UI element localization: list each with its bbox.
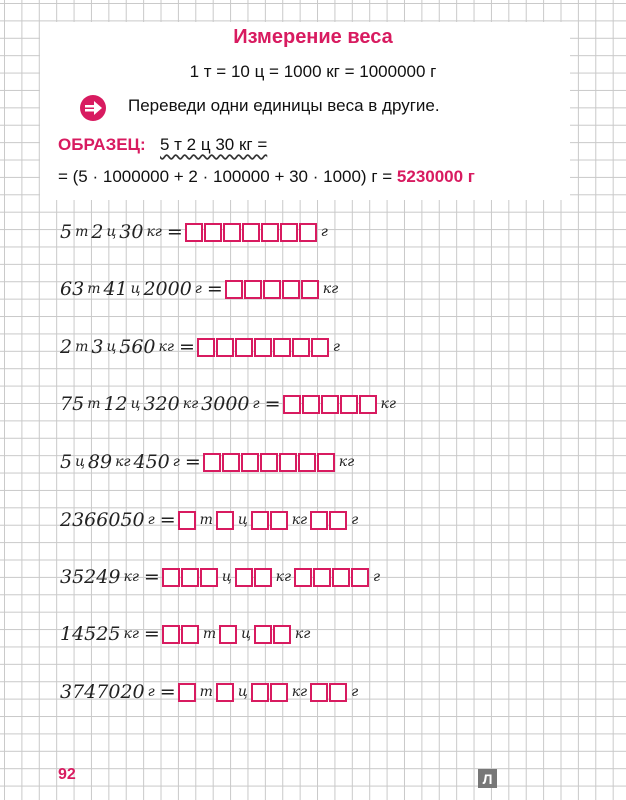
answer-cell[interactable] xyxy=(242,223,260,242)
answer-cell[interactable] xyxy=(162,568,180,587)
result-unit: кг xyxy=(338,454,355,470)
exercise-row xyxy=(60,448,357,476)
exercise-unit: ц xyxy=(106,339,117,355)
page-number: 92 xyxy=(58,766,76,783)
exercise-unit: ц xyxy=(130,281,141,297)
exercise-unit: кг xyxy=(123,626,139,642)
equals-sign: = xyxy=(166,221,183,243)
answer-cell[interactable] xyxy=(340,395,358,414)
result-unit: кг xyxy=(380,396,396,412)
answer-cells xyxy=(235,568,273,587)
answer-cell[interactable] xyxy=(313,568,331,587)
answer-cells xyxy=(178,511,197,530)
answer-cells xyxy=(162,568,219,587)
exercise-number: 3000 xyxy=(201,393,250,415)
answer-cell[interactable] xyxy=(251,683,269,702)
answer-cell[interactable] xyxy=(311,338,329,357)
answer-cell[interactable] xyxy=(181,625,199,644)
exercise-number: 30 xyxy=(119,221,144,243)
exercise-number: 2000 xyxy=(143,278,192,300)
answer-cells xyxy=(283,395,378,414)
answer-cell[interactable] xyxy=(273,625,291,644)
exercise-unit: г xyxy=(147,512,155,528)
exercise-number: 41 xyxy=(103,278,128,300)
exercise-number: 12 xyxy=(103,393,128,415)
answer-cell[interactable] xyxy=(178,683,196,702)
exercise-number: 450 xyxy=(133,451,170,473)
unit-formula: 1 т = 10 ц = 1000 кг = 1000000 г xyxy=(189,62,437,81)
answer-cell[interactable] xyxy=(219,625,237,644)
exercise-number: 75 xyxy=(60,393,85,415)
answer-cells xyxy=(216,511,235,530)
answer-cells xyxy=(178,683,197,702)
result-unit: г xyxy=(332,339,340,355)
answer-cells xyxy=(254,625,292,644)
answer-cell[interactable] xyxy=(197,338,215,357)
answer-cell[interactable] xyxy=(254,625,272,644)
answer-cells xyxy=(216,683,235,702)
answer-cell[interactable] xyxy=(317,453,335,472)
answer-cell[interactable] xyxy=(241,453,259,472)
answer-cell[interactable] xyxy=(359,395,377,414)
answer-cell[interactable] xyxy=(216,338,234,357)
answer-cell[interactable] xyxy=(329,683,347,702)
exercise-number: 2 xyxy=(91,221,104,243)
exercise-number: 320 xyxy=(143,393,180,415)
answer-cell[interactable] xyxy=(254,338,272,357)
exercise-row xyxy=(60,678,361,706)
sample-solution-text: = (5 · 1000000 + 2 · 100000 + 30 · 1000) г = xyxy=(58,167,393,186)
exercise-number: 3747020 xyxy=(60,681,145,703)
answer-cells xyxy=(225,280,320,299)
answer-cells xyxy=(185,223,318,242)
result-unit: кг xyxy=(322,281,339,297)
answer-cell[interactable] xyxy=(200,568,218,587)
exercise-number: 560 xyxy=(119,336,156,358)
exercise-unit: т xyxy=(75,224,89,240)
answer-cell[interactable] xyxy=(280,223,298,242)
answer-cells xyxy=(197,338,330,357)
answer-cells xyxy=(251,683,289,702)
answer-cell[interactable] xyxy=(292,338,310,357)
page-title: Измерение веса xyxy=(233,26,393,48)
answer-cells xyxy=(310,511,348,530)
publisher-logo: Л xyxy=(478,769,497,788)
answer-cell[interactable] xyxy=(244,280,262,299)
answer-cell[interactable] xyxy=(270,511,288,530)
answer-cell[interactable] xyxy=(181,568,199,587)
equals-sign: = xyxy=(159,509,176,531)
result-unit: г xyxy=(373,569,381,585)
answer-cell[interactable] xyxy=(254,568,272,587)
answer-cell[interactable] xyxy=(310,683,328,702)
answer-cell[interactable] xyxy=(273,338,291,357)
exercise-number: 2366050 xyxy=(60,509,145,531)
exercise-unit: т xyxy=(87,281,101,297)
exercise-number: 5 xyxy=(60,221,73,243)
answer-cells xyxy=(310,683,348,702)
exercise-row xyxy=(60,620,313,648)
equals-sign: = xyxy=(143,566,160,588)
result-unit: кг xyxy=(291,512,308,528)
exercise-unit: г xyxy=(172,454,180,470)
answer-cell[interactable] xyxy=(302,395,320,414)
exercise-row xyxy=(60,506,361,534)
answer-cell[interactable] xyxy=(283,395,301,414)
answer-cell[interactable] xyxy=(263,280,281,299)
exercise-unit: т xyxy=(87,396,101,412)
exercise-number: 63 xyxy=(60,278,85,300)
answer-cell[interactable] xyxy=(351,568,369,587)
equals-sign: = xyxy=(159,681,176,703)
result-unit: т xyxy=(199,684,213,700)
sample-label: ОБРАЗЕЦ: xyxy=(58,135,146,154)
answer-cell[interactable] xyxy=(282,280,300,299)
exercise-row xyxy=(60,275,341,303)
answer-cell[interactable] xyxy=(329,511,347,530)
answer-cell[interactable] xyxy=(235,568,253,587)
answer-cell[interactable] xyxy=(332,568,350,587)
sample-expression-text: 5 т 2 ц 30 кг = xyxy=(160,135,268,154)
answer-cells xyxy=(294,568,370,587)
answer-cell[interactable] xyxy=(270,683,288,702)
exercise-unit: ц xyxy=(106,224,117,240)
result-unit: кг xyxy=(291,684,308,700)
exercise-unit: кг xyxy=(123,569,139,585)
answer-cell[interactable] xyxy=(225,280,243,299)
result-unit: кг xyxy=(275,569,292,585)
exercise-number: 2 xyxy=(60,336,73,358)
equals-sign: = xyxy=(178,336,195,358)
answer-cell[interactable] xyxy=(162,625,180,644)
exercise-unit: ц xyxy=(130,396,141,412)
result-unit: г xyxy=(320,224,328,240)
exercise-number: 14525 xyxy=(60,623,121,645)
exercise-row xyxy=(60,563,383,591)
equals-sign: = xyxy=(206,278,223,300)
instruction-text: Переведи одни единицы веса в другие. xyxy=(128,96,440,115)
answer-cell[interactable] xyxy=(204,223,222,242)
result-unit: ц xyxy=(221,569,232,585)
sample-answer: 5230000 г xyxy=(396,167,475,186)
exercise-number: 89 xyxy=(87,451,113,473)
answer-cell[interactable] xyxy=(321,395,339,414)
exercise-unit: кг xyxy=(158,339,174,355)
answer-cell[interactable] xyxy=(279,453,297,472)
answer-cell[interactable] xyxy=(310,511,328,530)
result-unit: ц xyxy=(241,626,251,642)
exercise-number: 35249 xyxy=(60,566,121,588)
result-unit: т xyxy=(202,626,217,642)
answer-cell[interactable] xyxy=(251,511,269,530)
answer-cell[interactable] xyxy=(216,683,234,702)
exercise-unit: кг xyxy=(146,224,162,240)
result-unit: г xyxy=(351,684,359,700)
result-unit: кг xyxy=(294,626,311,642)
sample-solution xyxy=(58,167,475,187)
exercise-unit: ц xyxy=(75,454,85,470)
answer-cell[interactable] xyxy=(185,223,203,242)
exercise-row xyxy=(60,390,399,418)
exercise-unit: кг xyxy=(115,454,131,470)
answer-cell[interactable] xyxy=(260,453,278,472)
exercise-unit: г xyxy=(252,396,260,412)
equals-sign: = xyxy=(143,623,160,645)
answer-cells xyxy=(219,625,238,644)
answer-cell[interactable] xyxy=(216,511,234,530)
equals-sign: = xyxy=(264,393,281,415)
answer-cell[interactable] xyxy=(298,453,316,472)
result-unit: т xyxy=(199,512,213,528)
result-unit: ц xyxy=(237,684,248,700)
exercise-unit: г xyxy=(147,684,155,700)
result-unit: ц xyxy=(237,512,248,528)
answer-cell[interactable] xyxy=(223,223,241,242)
answer-cell[interactable] xyxy=(301,280,319,299)
answer-cell[interactable] xyxy=(222,453,240,472)
answer-cell[interactable] xyxy=(299,223,317,242)
exercise-unit: т xyxy=(75,339,89,355)
answer-cell[interactable] xyxy=(235,338,253,357)
arrow-right-icon xyxy=(80,95,106,121)
answer-cell[interactable] xyxy=(203,453,221,472)
result-unit: г xyxy=(351,512,359,528)
equals-sign: = xyxy=(184,451,201,473)
answer-cell[interactable] xyxy=(261,223,279,242)
exercise-number: 5 xyxy=(60,451,73,473)
answer-cell[interactable] xyxy=(294,568,312,587)
answer-cells xyxy=(203,453,336,472)
exercise-row xyxy=(60,218,331,246)
exercise-row xyxy=(60,333,343,361)
answer-cell[interactable] xyxy=(178,511,196,530)
exercise-unit: кг xyxy=(182,396,199,412)
exercise-unit: г xyxy=(194,281,202,297)
sample-expression xyxy=(160,135,267,155)
answer-cells xyxy=(251,511,289,530)
answer-cells xyxy=(162,625,200,644)
exercise-number: 3 xyxy=(91,336,104,358)
